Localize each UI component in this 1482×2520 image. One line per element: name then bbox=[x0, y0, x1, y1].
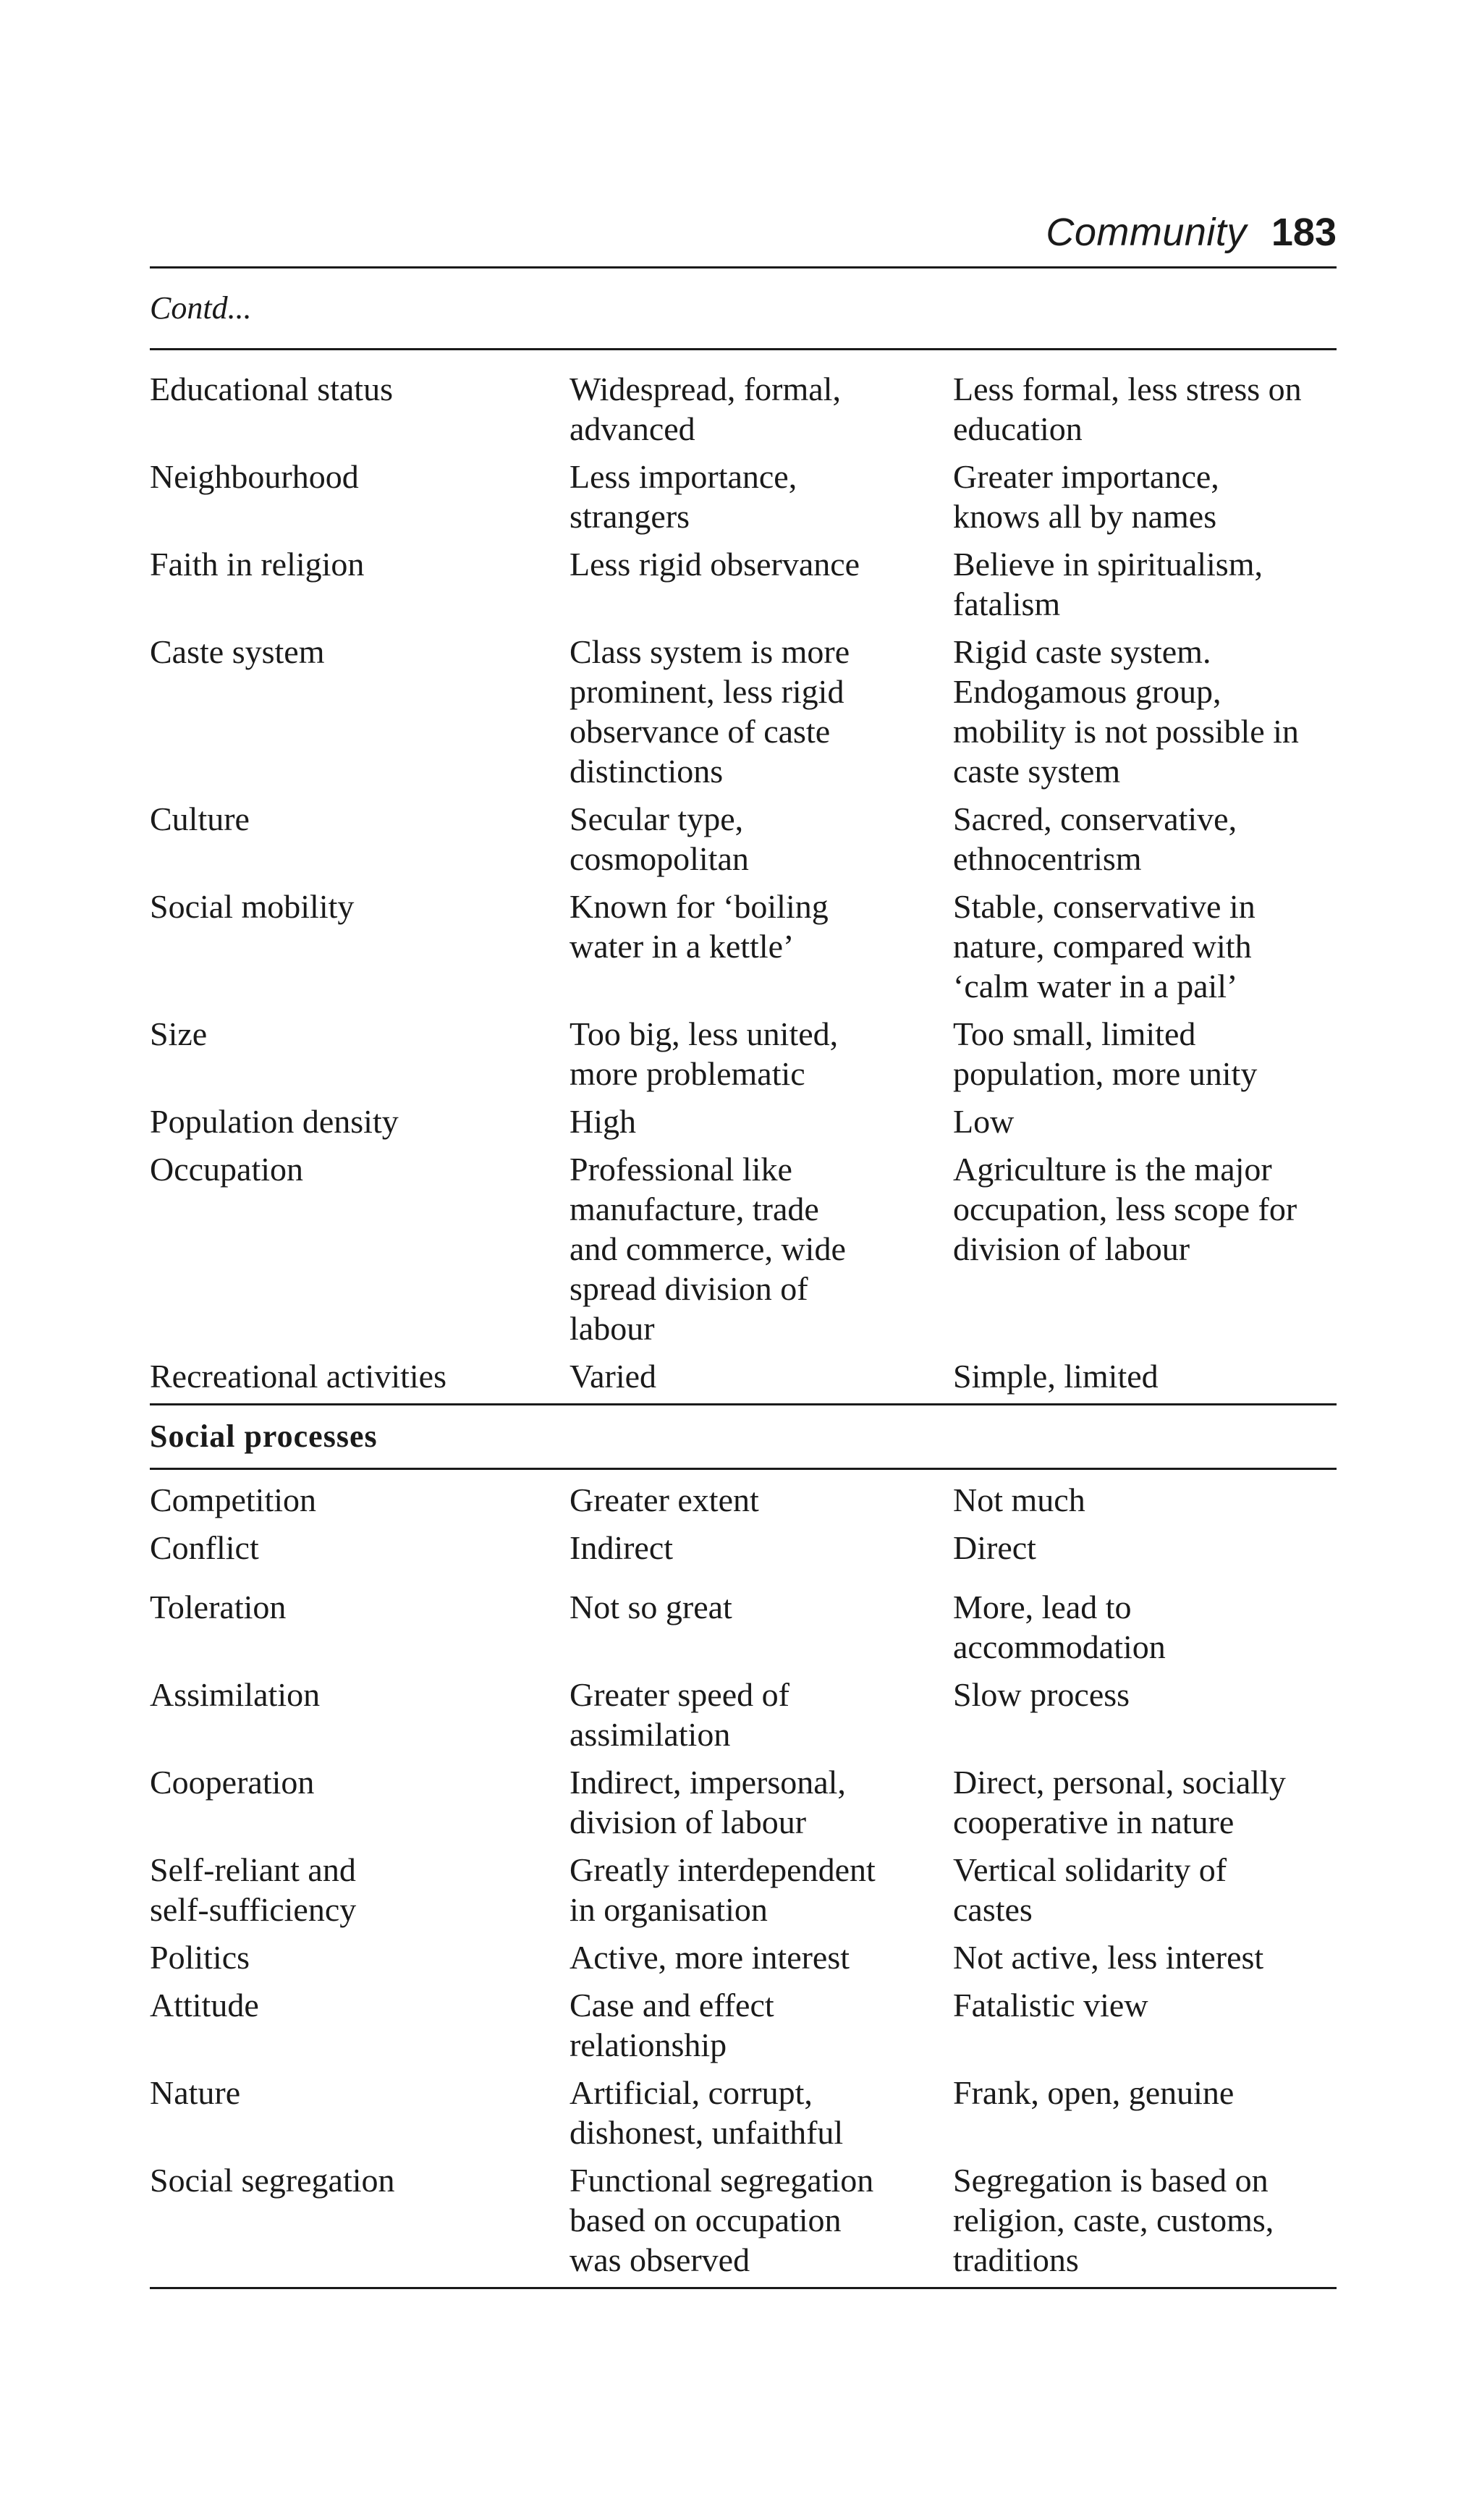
row-attribute: Social segregation bbox=[150, 2162, 395, 2199]
table-row bbox=[150, 544, 1337, 624]
row-attribute: Caste system bbox=[150, 633, 325, 670]
table-row bbox=[150, 2073, 1337, 2152]
table-section-general bbox=[150, 350, 1337, 1403]
row-urban-value: Active, more interest bbox=[569, 1939, 850, 1976]
row-urban-value: Not so great bbox=[569, 1589, 732, 1625]
page-number: 183 bbox=[1271, 211, 1337, 254]
row-rural-value: Direct, personal, socially cooperative in nature bbox=[953, 1764, 1286, 1840]
table-row bbox=[150, 632, 1337, 791]
table-row bbox=[150, 2160, 1337, 2280]
running-title: Community bbox=[1046, 211, 1247, 254]
table-row bbox=[150, 1480, 1337, 1520]
table-row bbox=[150, 1587, 1337, 1667]
table-row bbox=[150, 1014, 1337, 1094]
row-urban-value: Functional segregation based on occupation was observed bbox=[569, 2162, 874, 2278]
row-rural-value: Sacred, conservative, ethnocentrism bbox=[953, 800, 1237, 877]
row-urban-value: Greatly interdependent in organisation bbox=[569, 1851, 876, 1928]
table-row bbox=[150, 1675, 1337, 1754]
row-attribute: Cooperation bbox=[150, 1764, 315, 1801]
row-attribute: Faith in religion bbox=[150, 546, 365, 583]
row-attribute: Conflict bbox=[150, 1529, 259, 1566]
row-attribute: Attitude bbox=[150, 1987, 259, 2024]
row-urban-value: Known for ‘boiling water in a kettle’ bbox=[569, 888, 829, 965]
row-urban-value: Indirect bbox=[569, 1529, 674, 1566]
row-urban-value: Varied bbox=[569, 1358, 657, 1395]
row-attribute: Occupation bbox=[150, 1151, 304, 1188]
row-rural-value: Not much bbox=[953, 1481, 1085, 1518]
book-page bbox=[150, 210, 1337, 2289]
row-urban-value: Artificial, corrupt, dishonest, unfaithful bbox=[569, 2074, 844, 2151]
continued-label: Contd... bbox=[150, 269, 1337, 350]
table-section-social-processes bbox=[150, 1470, 1337, 2287]
row-attribute: Toleration bbox=[150, 1589, 287, 1625]
row-urban-value: Less importance, strangers bbox=[569, 458, 797, 535]
row-urban-value: Class system is more prominent, less rigid observance of caste distinctions bbox=[569, 633, 850, 790]
table-row bbox=[150, 1762, 1337, 1842]
row-urban-value: Too big, less united, more problematic bbox=[569, 1015, 839, 1092]
row-rural-value: More, lead to accommodation bbox=[953, 1589, 1166, 1665]
table-row bbox=[150, 799, 1337, 879]
row-rural-value: Simple, limited bbox=[953, 1358, 1159, 1395]
row-rural-value: Less formal, less stress on education bbox=[953, 371, 1302, 447]
row-attribute: Nature bbox=[150, 2074, 241, 2111]
row-rural-value: Low bbox=[953, 1103, 1015, 1140]
row-urban-value: Widespread, formal, advanced bbox=[569, 371, 841, 447]
row-rural-value: Stable, conservative in nature, compared with ‘calm water in a pail’ bbox=[953, 888, 1256, 1005]
row-attribute: Self-reliant and self-sufficiency bbox=[150, 1851, 357, 1928]
row-rural-value: Believe in spiritualism, fatalism bbox=[953, 546, 1263, 622]
row-urban-value: Secular type, cosmopolitan bbox=[569, 800, 749, 877]
table-row bbox=[150, 1102, 1337, 1141]
table-row bbox=[150, 1149, 1337, 1348]
running-header bbox=[150, 210, 1337, 269]
row-urban-value: Less rigid observance bbox=[569, 546, 860, 583]
row-attribute: Educational status bbox=[150, 371, 393, 407]
table-bottom-rule bbox=[150, 2287, 1337, 2289]
table-row bbox=[150, 1356, 1337, 1396]
table-row bbox=[150, 887, 1337, 1006]
row-urban-value: Professional like manufacture, trade and commerce, wide spread division of labour bbox=[569, 1151, 846, 1347]
row-rural-value: Rigid caste system. Endogamous group, mobility is not possible in caste system bbox=[953, 633, 1299, 790]
row-rural-value: Direct bbox=[953, 1529, 1036, 1566]
row-urban-value: Greater speed of assimilation bbox=[569, 1676, 789, 1753]
row-rural-value: Segregation is based on religion, caste, customs, traditions bbox=[953, 2162, 1274, 2278]
row-rural-value: Vertical solidarity of castes bbox=[953, 1851, 1227, 1928]
table-row bbox=[150, 1985, 1337, 2065]
row-attribute: Recreational activities bbox=[150, 1358, 446, 1395]
row-attribute: Size bbox=[150, 1015, 208, 1052]
row-attribute: Population density bbox=[150, 1103, 399, 1140]
table-row bbox=[150, 369, 1337, 449]
row-rural-value: Greater importance, knows all by names bbox=[953, 458, 1219, 535]
row-attribute: Politics bbox=[150, 1939, 250, 1976]
section-heading: Social processes bbox=[150, 1403, 1337, 1470]
row-rural-value: Agriculture is the major occupation, less scope for division of labour bbox=[953, 1151, 1297, 1267]
row-urban-value: Case and effect relationship bbox=[569, 1987, 774, 2063]
row-urban-value: Indirect, impersonal, division of labour bbox=[569, 1764, 846, 1840]
table-row bbox=[150, 1528, 1337, 1568]
table-row bbox=[150, 1937, 1337, 1977]
row-attribute: Neighbourhood bbox=[150, 458, 359, 495]
row-attribute: Competition bbox=[150, 1481, 316, 1518]
row-urban-value: Greater extent bbox=[569, 1481, 759, 1518]
row-attribute: Social mobility bbox=[150, 888, 355, 925]
table-row bbox=[150, 1850, 1337, 1929]
row-attribute: Assimilation bbox=[150, 1676, 321, 1713]
row-rural-value: Fatalistic view bbox=[953, 1987, 1148, 2024]
comparison-table bbox=[150, 350, 1337, 2289]
row-rural-value: Slow process bbox=[953, 1676, 1130, 1713]
row-urban-value: High bbox=[569, 1103, 636, 1140]
row-rural-value: Not active, less interest bbox=[953, 1939, 1264, 1976]
row-attribute: Culture bbox=[150, 800, 250, 837]
table-row bbox=[150, 457, 1337, 536]
row-rural-value: Frank, open, genuine bbox=[953, 2074, 1235, 2111]
row-rural-value: Too small, limited population, more unity bbox=[953, 1015, 1258, 1092]
